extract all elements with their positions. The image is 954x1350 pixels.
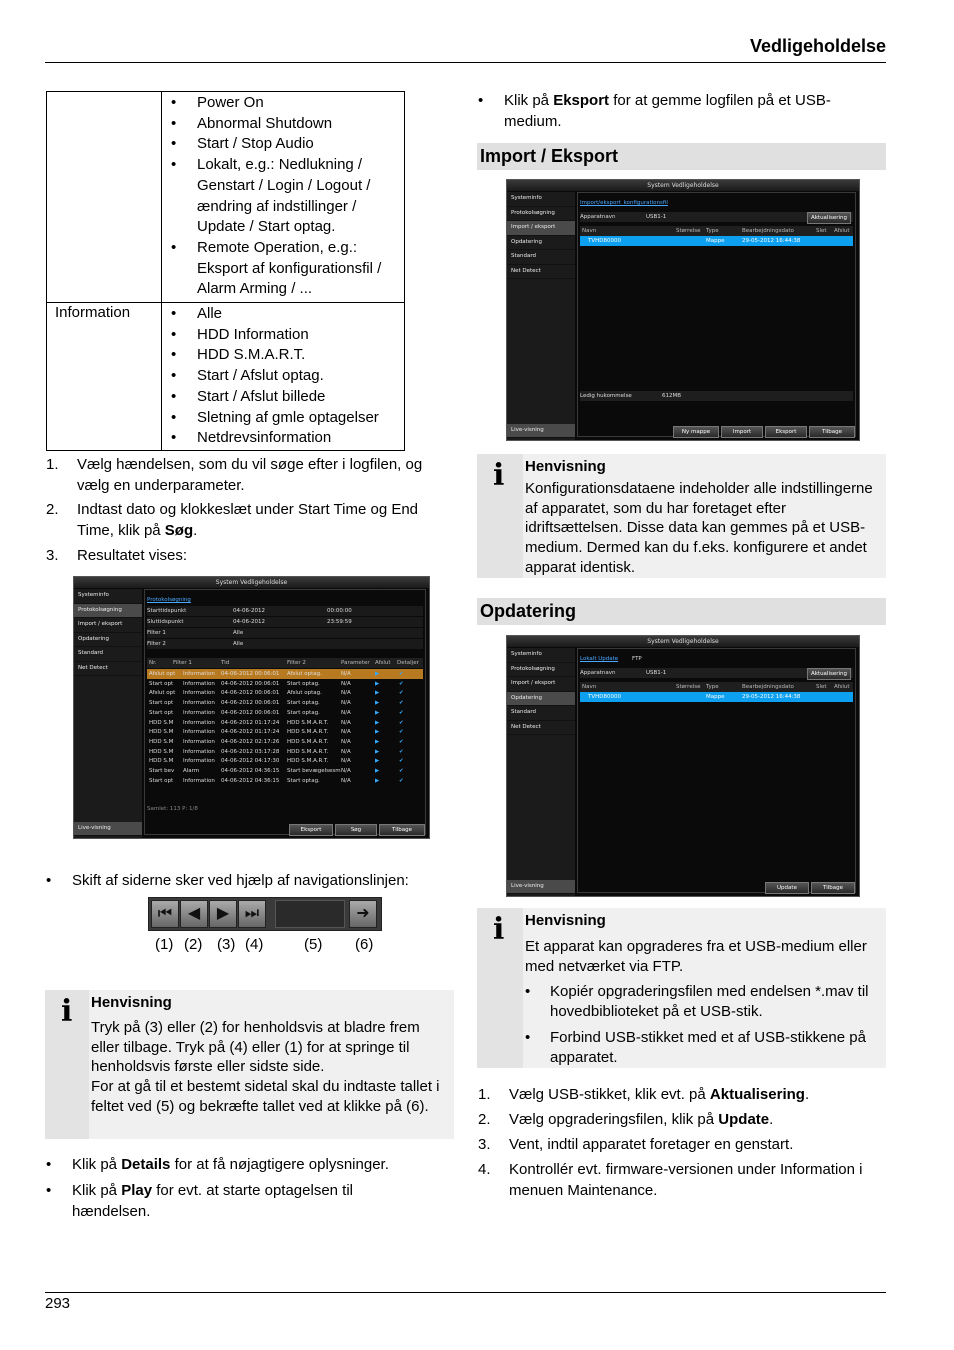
update-step-3: 3. Vent, indtil apparatet foretager en genstart. [478, 1136, 794, 1153]
details-bullet: • Klik på Details for at få nøjagtigere oplysninger. [46, 1156, 389, 1173]
details-icon: ✔ [399, 768, 404, 774]
log-filter-field[interactable]: Filter 1 Alle [147, 628, 423, 638]
nav-label-6: (6) [355, 936, 374, 953]
list-item: • Start / Stop Audio [162, 134, 404, 155]
list-item: • Alle [162, 304, 404, 325]
go-to-page-icon[interactable]: ➜ [349, 900, 377, 928]
update-step-1: 1. Vælg USB-stikket, klik evt. på Aktualisering. [478, 1086, 810, 1103]
play-icon: ▶ [375, 738, 380, 745]
table-row[interactable]: Start bev Alarm 04-06-2012 04:36:15 Start bevægelsesm N/A ▶ ✔ [149, 768, 404, 774]
free-memory: Ledig hukommelse 612MB [580, 391, 853, 401]
sidebar-item-update[interactable]: Opdatering [507, 236, 575, 251]
play-icon: ▶ [375, 719, 380, 726]
list-item: • HDD S.M.A.R.T. [162, 345, 404, 366]
page-header-title: Vedligeholdelse [749, 36, 886, 56]
table-row[interactable]: Afslut opt Information 04-06-2012 00:06:01 Afslut optag. N/A ▶ ✔ [147, 669, 423, 679]
sidebar-item-protokol[interactable]: Protokolsøgning [74, 604, 142, 619]
tab-ftp[interactable]: FTP [632, 656, 642, 662]
tab-local-update[interactable]: Lokalt Update [580, 656, 619, 662]
note-text: Et apparat kan opgraderes fra et USB-medium eller med netværket via FTP. [525, 937, 867, 975]
note-box-1 [45, 990, 454, 1139]
details-icon: ✔ [399, 719, 404, 726]
info-icon: i [61, 994, 73, 1029]
note-title: Henvisning [91, 994, 172, 1011]
nav-label-1: (1) [155, 936, 174, 953]
table-row[interactable]: Afslut opt Information 04-06-2012 00:06:01 Afslut optag. N/A ▶ ✔ [149, 690, 404, 697]
back-button[interactable]: Tilbage [811, 882, 855, 894]
play-icon: ▶ [375, 748, 380, 755]
tab-import-export[interactable]: Import/eksport_konfigurationsfil [580, 200, 668, 206]
details-icon: ✔ [399, 748, 404, 755]
sidebar-item-systeminfo[interactable]: Systeminfo [507, 648, 575, 663]
export-bullet: • Klik på Eksport for at gemme logfilen på et USB-medium. [478, 92, 831, 130]
play-icon: ▶ [375, 680, 380, 687]
info-icon: i [493, 912, 505, 947]
back-button[interactable]: Tilbage [379, 824, 425, 836]
device-select[interactable]: Apparatnavn USB1-1 [580, 212, 853, 222]
sidebar-item-import[interactable]: Import / eksport [507, 677, 575, 692]
device-select[interactable]: Apparatnavn USB1-1 [580, 668, 853, 678]
play-bullet: • Klik på Play for evt. at starte optagelsen til hændelsen. [46, 1182, 354, 1220]
next-page-icon[interactable]: ▶ [209, 900, 237, 928]
header-rule [45, 62, 886, 63]
live-view-button[interactable]: Live-visning [507, 424, 575, 439]
previous-page-icon[interactable]: ◀ [180, 900, 208, 928]
sidebar-item-update[interactable]: Opdatering [507, 692, 575, 707]
dvr-title: System Vedligeholdelse [74, 577, 429, 588]
note-text: Konfigurationsdataene indeholder alle indstillingerne af apparatet, som du har foretaget efter idriftsættelsen. Disse data kan gemmes på et USB-medium. Dermed kan du f.eks. konfigurere et andet apparat identisk. [525, 479, 873, 576]
play-icon: ▶ [375, 690, 380, 697]
list-item: • Start / Afslut optag. [162, 366, 404, 387]
update-screenshot: System Vedligeholdelse Systeminfo Protokolsøgning Import / eksport Opdatering Standard Net Detect Live-visning Lokalt Update FTP Apparatnavn USB1-1 Aktualisering Navn Størrelse Type Bearbejdningsdato Slet Afslut TVHD80000 Mappe 29-05-2012 16:44:38 Update Tilbage [506, 635, 860, 897]
sidebar-item-netdetect[interactable]: Net Detect [74, 662, 142, 677]
update-button[interactable]: Update [765, 882, 809, 894]
table-row[interactable]: HDD S.M Information 04-06-2012 01:17:24 HDD S.M.A.R.T. N/A ▶ ✔ [149, 729, 404, 736]
play-icon: ▶ [375, 671, 380, 677]
sidebar-item-standard[interactable]: Standard [74, 647, 142, 662]
step-2: 2. Indtast dato og klokkeslæt under Start Time og End Time, klik på Søg. [46, 501, 419, 539]
log-table-header: Nr. Filter 1 Tid Filter 2 Parameter Afslut Detaljer [147, 658, 423, 668]
details-icon: ✔ [399, 758, 404, 765]
back-button[interactable]: Tilbage [809, 426, 855, 438]
play-icon: ▶ [375, 758, 380, 765]
first-page-icon[interactable]: ⏮ [151, 900, 179, 928]
export-button[interactable]: Eksport [765, 426, 807, 438]
refresh-button[interactable]: Aktualisering [807, 212, 851, 224]
details-icon: ✔ [399, 729, 404, 736]
sidebar-item-standard[interactable]: Standard [507, 706, 575, 721]
table-row[interactable]: Start opt Information 04-06-2012 00:06:01 Start optag. N/A ▶ ✔ [149, 680, 404, 687]
details-icon: ✔ [399, 709, 404, 716]
list-item: • HDD Information [162, 325, 404, 346]
log-filter-field[interactable]: Sluttidspunkt 04-06-2012 23:59:59 [147, 617, 423, 627]
note-bullet: • Kopiér opgraderingsfilen med endelsen *.mav til hovedbiblioteket på et USB-stik. [525, 983, 869, 1021]
page-number-input[interactable] [275, 900, 345, 928]
play-icon: ▶ [375, 777, 380, 784]
details-icon: ✔ [399, 777, 404, 784]
details-icon: ✔ [399, 671, 404, 677]
table-row[interactable]: HDD S.M Information 04-06-2012 04:17:30 HDD S.M.A.R.T. N/A ▶ ✔ [149, 758, 404, 765]
file-table-header: Navn Størrelse Type Bearbejdningsdato Slet Afslut [580, 682, 853, 692]
log-filter-field[interactable]: Starttidspunkt 04-06-2012 00:00:00 [147, 606, 423, 616]
section-import-export: Import / Eksport [477, 143, 886, 170]
list-item: • Lokalt, e.g.: Nedlukning / Genstart / Login / Logout / ændring af indstillinger / Update / Start optag. [162, 155, 404, 238]
play-icon: ▶ [375, 700, 380, 707]
list-item: • Netdrevsinformation [162, 428, 404, 449]
sidebar-item-netdetect[interactable]: Net Detect [507, 721, 575, 736]
table-row [47, 92, 405, 303]
sidebar-item-update[interactable]: Opdatering [74, 633, 142, 648]
table-row[interactable]: HDD S.M Information 04-06-2012 01:17:24 HDD S.M.A.R.T. N/A ▶ ✔ [149, 719, 404, 726]
note-title: Henvisning [525, 912, 606, 929]
update-step-4: 4. Kontrollér evt. firmware-versionen under Information i menuen Maintenance. [478, 1161, 863, 1199]
sidebar-item-protokol[interactable]: Protokolsøgning [507, 663, 575, 678]
table-item-list [162, 93, 404, 300]
play-icon: ▶ [375, 729, 380, 736]
step-1: 1. Vælg hændelsen, som du vil søge efter i logfilen, og vælg en underparameter. [46, 456, 423, 494]
log-search-screenshot [73, 576, 430, 839]
play-icon: ▶ [375, 768, 380, 774]
table-row[interactable]: HDD S.M Information 04-06-2012 03:17:28 HDD S.M.A.R.T. N/A ▶ ✔ [149, 748, 404, 755]
table-category [47, 92, 162, 303]
file-table-header: Navn Størrelse Type Bearbejdningsdato Slet Afslut [580, 226, 853, 236]
play-icon: ▶ [375, 709, 380, 716]
last-page-icon[interactable]: ⏭ [238, 900, 266, 928]
live-view-button[interactable]: Live-visning [74, 822, 142, 837]
info-icon: i [493, 458, 505, 493]
new-folder-button[interactable]: Ny mappe [673, 426, 719, 438]
step-3: 3. Resultatet vises: [46, 547, 188, 564]
note-bullet: • Forbind USB-stikket med et af USB-stikkene på apparatet. [525, 1028, 866, 1066]
list-item: • Power On [162, 93, 404, 114]
tab-protokol[interactable]: Protokolsøgning [147, 597, 191, 603]
sidebar-item-systeminfo[interactable]: Systeminfo [507, 192, 575, 207]
file-row[interactable]: TVHD80000 Mappe 29-05-2012 16:44:38 [580, 692, 853, 702]
note-box-2 [477, 454, 886, 578]
details-icon: ✔ [399, 690, 404, 697]
sidebar-item-netdetect[interactable]: Net Detect [507, 265, 575, 280]
sidebar-item-systeminfo[interactable]: Systeminfo [74, 589, 142, 604]
table-row[interactable]: Start opt Information 04-06-2012 00:06:01 Start optag. N/A ▶ ✔ [149, 700, 404, 707]
details-icon: ✔ [399, 738, 404, 745]
note-text: Tryk på (3) eller (2) for henholdsvis at bladre frem eller tilbage. Tryk på (4) eller (1) for at springe til henholdsvis første eller sidste side. [91, 1018, 420, 1076]
section-update: Opdatering [477, 598, 886, 625]
sidebar-item-protokol[interactable]: Protokolsøgning [507, 207, 575, 222]
list-item: • Sletning af gmle optagelser [162, 408, 404, 429]
navigation-bar [148, 897, 382, 931]
nav-label-2: (2) [184, 936, 203, 953]
nav-bullet: • Skift af siderne sker ved hjælp af navigationslinjen: [46, 872, 409, 889]
note-box-3 [477, 908, 886, 1068]
nav-label-5: (5) [304, 936, 323, 953]
list-item: • Start / Afslut billede [162, 387, 404, 408]
import-button[interactable]: Import [721, 426, 763, 438]
log-total: Samlet: 113 P: 1/8 [147, 806, 198, 812]
import-export-screenshot: System Vedligeholdelse Systeminfo Protokolsøgning Import / eksport Opdatering Standard Net Detect Live-visning Import/eksport_konfigurationsfil Apparatnavn USB1-1 Aktualisering Navn Størrelse Type Bearbejdningsdato Slet Afslut TVHD80000 Mappe 29-05-2012 16:44:38 Ledig hukommelse 612MB Ny mappe Import Eksport Tilbage [506, 179, 860, 441]
note-title: Henvisning [525, 458, 606, 475]
log-filter-field[interactable]: Filter 2 Alle [147, 639, 423, 649]
table-row [47, 303, 405, 451]
update-step-2: 2. Vælg opgraderingsfilen, klik på Update. [478, 1111, 774, 1128]
table-row[interactable]: Start opt Information 04-06-2012 04:36:15 Start optag. N/A ▶ ✔ [149, 777, 404, 784]
search-button[interactable]: Søg [335, 824, 377, 836]
dvr-main [144, 589, 426, 835]
export-button[interactable]: Eksport [289, 824, 333, 836]
dvr-sidebar [74, 589, 142, 838]
footer-rule [45, 1292, 886, 1293]
details-icon: ✔ [399, 700, 404, 707]
table-row[interactable]: Start opt Information 04-06-2012 00:06:01 Start optag. N/A ▶ ✔ [149, 709, 404, 716]
log-filter-table [46, 91, 405, 451]
table-row[interactable]: HDD S.M Information 04-06-2012 02:17:26 HDD S.M.A.R.T. N/A ▶ ✔ [149, 738, 404, 745]
sidebar-item-import[interactable]: Import / eksport [507, 221, 575, 236]
table-category: Information [47, 303, 162, 451]
nav-label-4: (4) [245, 936, 264, 953]
nav-label-3: (3) [217, 936, 236, 953]
sidebar-item-standard[interactable]: Standard [507, 250, 575, 265]
refresh-button[interactable]: Aktualisering [807, 668, 851, 680]
table-item-list [162, 304, 404, 449]
list-item: • Remote Operation, e.g.: Eksport af konfigurationsfil / Alarm Arming / ... [162, 238, 404, 300]
sidebar-item-import[interactable]: Import / eksport [74, 618, 142, 633]
list-item: • Abnormal Shutdown [162, 114, 404, 135]
file-row[interactable]: TVHD80000 Mappe 29-05-2012 16:44:38 [580, 236, 853, 246]
details-icon: ✔ [399, 680, 404, 687]
page-number: 293 [45, 1295, 71, 1312]
note-text: For at gå til et bestemt sidetal skal du indtaste tallet i feltet ved (5) og bekræfte tallet ved at klikke på (6). [91, 1078, 440, 1115]
live-view-button[interactable]: Live-visning [507, 880, 575, 895]
